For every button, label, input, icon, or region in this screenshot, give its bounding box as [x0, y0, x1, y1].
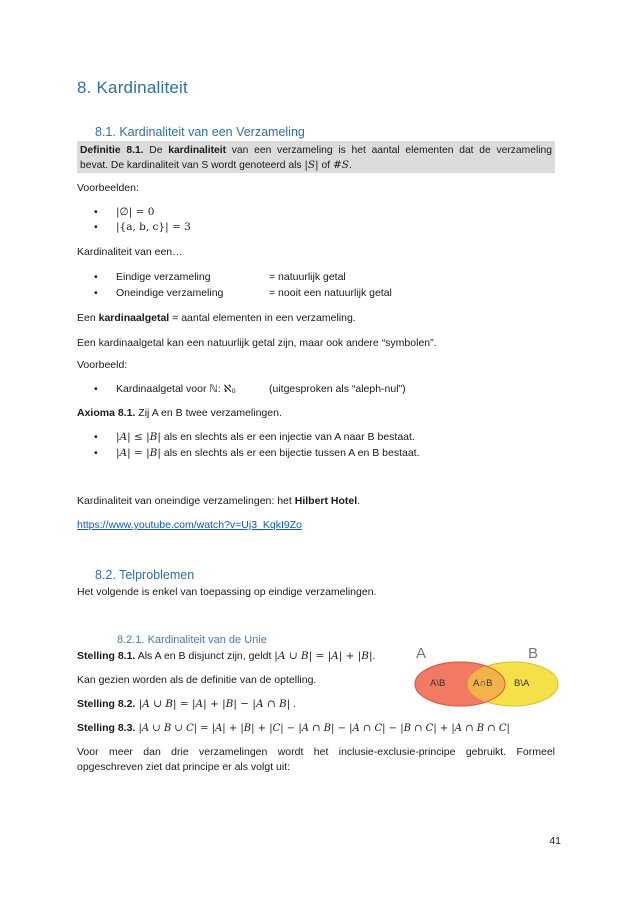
theorem-8-3-formula: |A ∪ B ∪ C| = |A| + |B| + |C| − |A ∩ B| − |A ∩ C| − |B ∩ C| + |A ∩ B ∩ C|	[135, 723, 510, 734]
definition-label: Definitie 8.1.	[80, 145, 144, 156]
chapter-heading: 8. Kardinaliteit	[77, 78, 188, 97]
venn-label-b: B	[528, 645, 539, 662]
axiom-8-1	[77, 406, 282, 420]
bijection-text: als en slechts als er een bijectie tussen A en B bestaat.	[160, 447, 420, 459]
aleph-null-text: Kardinaalgetal voor ℕ: ℵ₀	[116, 383, 236, 395]
venn-diagram	[410, 645, 560, 710]
theorem-8-1-formula: |A ∪ B| = |A| + |B|	[274, 650, 373, 662]
cardinal-pre: Een	[77, 312, 99, 324]
definition-period: .	[348, 160, 352, 171]
venn-region-intersection: A∩B	[473, 678, 493, 689]
axiom-label: Axioma 8.1.	[77, 407, 136, 419]
cardinal-number-note: Een kardinaalgetal kan een natuurlijk getal zijn, maar ook andere “symbolen”.	[77, 337, 437, 349]
theorem-8-2-formula: |A ∪ B| = |A| + |B| − |A ∩ B|	[135, 698, 291, 710]
definition-or: of	[318, 160, 333, 171]
theorem-8-1	[77, 649, 375, 663]
cardinal-term: kardinaalgetal	[98, 312, 170, 324]
aleph-null-aside: (uitgesproken als “aleph-nul”)	[269, 383, 406, 395]
youtube-link[interactable]: https://www.youtube.com/watch?v=Uj3_KqkI9Zo	[77, 519, 302, 531]
cardinality-of-label: Kardinaliteit van een…	[77, 246, 183, 258]
example-empty-set: |∅| = 0	[116, 206, 155, 218]
hilbert-post: .	[357, 495, 361, 507]
theorem-8-1-text: Als A en B disjunct zijn, geldt	[135, 650, 275, 662]
theorem-8-1-end: .	[372, 650, 376, 662]
cardinal-number-definition	[77, 311, 356, 325]
finite-set-value: = natuurlijk getal	[269, 271, 346, 283]
venn-label-a: A	[416, 645, 427, 662]
hilbert-hotel-line	[77, 494, 360, 508]
theorem-8-2	[77, 697, 296, 711]
example-set-abc: |{a, b, c}| = 3	[116, 221, 191, 233]
math-hash-s: #S	[332, 159, 349, 171]
math-card-s: |S|	[304, 159, 319, 171]
theorem-8-2-end: .	[290, 698, 297, 710]
hilbert-pre: Kardinaliteit van oneindige verzamelingen: het	[77, 495, 295, 507]
venn-region-b-minus-a: B\A	[514, 678, 530, 689]
infinite-set-label: Oneindige verzameling	[116, 287, 224, 299]
definition-term: kardinaliteit	[168, 145, 227, 156]
definition-text-cont: van een verzameling is het aantal elementen dat de verzameling	[226, 145, 552, 156]
inclusion-exclusion-line2: opgeschreven ziet dat principe er als volgt uit:	[77, 761, 291, 773]
addition-note: Kan gezien worden als de definitie van de optelling.	[77, 674, 317, 686]
theorem-8-1-label: Stelling 8.1.	[77, 650, 136, 662]
finite-set-label: Eindige verzameling	[116, 271, 211, 283]
math-injection: |A| ≤ |B|	[116, 431, 161, 443]
theorem-8-3	[77, 721, 510, 736]
cardinal-post: = aantal elementen in een verzameling.	[169, 312, 356, 324]
section-heading-8-1: 8.1. Kardinaliteit van een Verzameling	[95, 125, 305, 139]
infinite-set-value: = nooit een natuurlijk getal	[269, 287, 392, 299]
page-number: 41	[549, 835, 561, 847]
subsection-heading-8-2-1: 8.2.1. Kardinaliteit van de Unie	[117, 634, 267, 646]
counting-intro: Het volgende is enkel van toepassing op eindige verzamelingen.	[77, 586, 377, 598]
theorem-8-3-label: Stelling 8.3.	[77, 722, 136, 734]
example-label: Voorbeeld:	[77, 359, 128, 371]
hilbert-term: Hilbert Hotel	[294, 495, 358, 507]
document-page: 8. Kardinaliteit 8.1. Kardinaliteit van een Verzameling Definitie 8.1. De kardinaliteit van een verzameling is het aantal elementen dat de verzameling bevat. De kardinaliteit van S wordt genoteerd als |S| of #S. Voorbeelden: • |∅| = 0 • |{a, b, c}| = 3 Kardinaliteit van een… • Eindige verzameling = natuurlijk getal • Oneindige verzameling = nooit een natuurlijk getal Een kardinaalgetal = aantal elementen in een verzameling. Een kardinaalgetal kan een natuurlijk getal zijn, maar ook andere “symbolen”. Voorbeeld: • Kardinaalgetal voor ℕ: ℵ₀ (uitgesproken als “aleph-nul”) Axioma 8.1. Zij A en B twee verzamelingen. • |A| ≤ |B| als en slechts als er een injectie van A naar B bestaat. • |A| = |B| als en slechts als er een bijectie tussen A en B bestaat. Kardinaliteit van oneindige verzamelingen: het Hilbert Hotel. https://www.youtube.com/watch?v=Uj3_KqkI9Zo 8.2. Telproblemen Het volgende is enkel van toepassing op eindige verzamelingen. 8.2.1. Kardinaliteit van de Unie Stelling 8.1. Als A en B disjunct zijn, geldt |A ∪ B| = |A| + |B|. Kan gezien worden als de definitie van de optelling. Stelling 8.2. |A ∪ B| = |A| + |B| − |A ∩ B| . Stelling 8.3. |A ∪ B ∪ C| = |A| + |B| + |C| − |A ∩ B| − |A ∩ C| − |B ∩ C| + |A ∩ B ∩ C| Voor meer dan drie verzamelingen wordt het inclusie-exclusie-principe gebruikt. Formeel opgeschreven ziet dat principe er als volgt uit: A B A\B A∩B B\A 41	[77, 78, 561, 847]
injection-text: als en slechts als er een injectie van A naar B bestaat.	[160, 431, 415, 443]
definition-text: De	[143, 145, 169, 156]
venn-region-a-minus-b: A\B	[430, 678, 446, 689]
theorem-8-2-label: Stelling 8.2.	[77, 698, 136, 710]
math-bijection: |A| = |B|	[116, 447, 161, 459]
examples-label: Voorbeelden:	[77, 182, 139, 194]
definition-box	[77, 141, 555, 173]
inclusion-exclusion-line1: Voor meer dan drie verzamelingen wordt het inclusie-exclusie-principe gebruikt. Formeel	[77, 746, 555, 758]
definition-line2: bevat. De kardinaliteit van S wordt genoteerd als	[80, 160, 305, 171]
axiom-text: Zij A en B twee verzamelingen.	[135, 407, 282, 419]
section-heading-8-2: 8.2. Telproblemen	[95, 568, 195, 582]
